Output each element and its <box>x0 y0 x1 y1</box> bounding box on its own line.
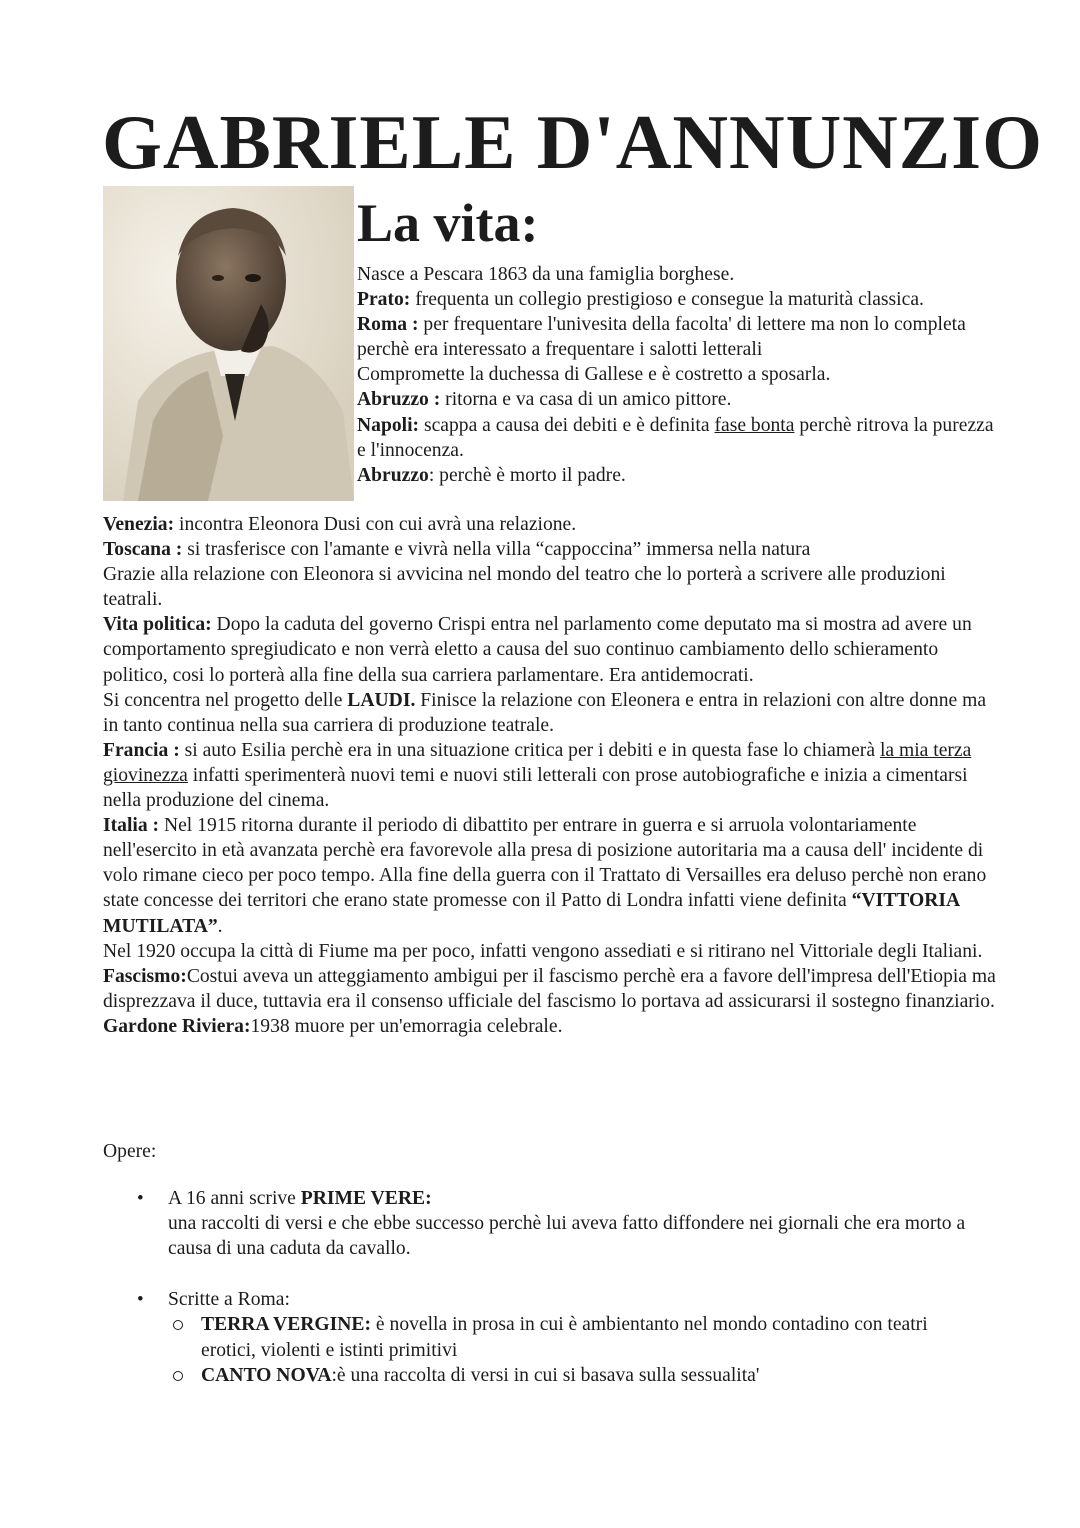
main-line: Fascismo:Costui aveva un atteggiamento ambigui per il fascismo perchè era a favore dell'impresa dell'Etiopia ma disprezzava il duce, tuttavia era il consenso ufficiale del fascismo lo portava ad assicurarsi il sostegno finanziario. <box>103 965 996 1012</box>
main-line: Francia : si auto Esilia perchè era in una situazione critica per i debiti e in questa fase lo chiamerà la mia terza giovinezza infatti sperimenterà nuovi temi e nuovi stili letterali con prose autobiografiche e inizia a cimentarsi nella produzione del cinema. <box>103 739 972 812</box>
intro-line: Compromette la duchessa di Gallese e è costretto a sposarla. <box>357 364 831 386</box>
main-line: Nel 1920 occupa la città di Fiume ma per poco, infatti vengono assediati e si ritirano nel Vittoriale degli Italiani. <box>103 940 983 962</box>
main-line: Si concentra nel progetto delle LAUDI. Finisce la relazione con Eleonera e entra in relazioni con altre donne ma in tanto continua nella sua carriera di produzione teatrale. <box>103 689 987 736</box>
intro-line: Roma : per frequentare l'univesita della facolta' di lettere ma non lo completa perchè era interessato a frequentare i salotti letterali <box>357 314 966 361</box>
sub-list <box>103 1312 983 1387</box>
main-paragraphs <box>103 512 1003 1039</box>
main-line: Vita politica: Dopo la caduta del governo Crispi entra nel parlamento come deputato ma si mostra ad avere un comportamento spregiudicato e non verrà eletto a causa del suo continuo cambiamento dello schieramento politico, cosi lo porterà alla fine della sua carriera parlamentare. Era antidemocrati. <box>103 614 972 686</box>
main-line: Toscana : si trasferisce con l'amante e vivrà nella villa “cappoccina” immersa nella natura <box>103 539 811 561</box>
page-title: GABRIELE D'ANNUNZIO <box>102 99 1044 185</box>
intro-line: Nasce a Pescara 1863 da una famiglia borghese. <box>357 264 735 285</box>
section-title: La vita: <box>357 193 539 253</box>
list-item: • Scritte a Roma: TERRA VERGINE: è novella in prosa in cui è ambientanto nel mondo contadino con teatri erotici, violenti e istinti primitivi CANTO NOVA:è una raccolta di versi in cui si basava sulla sessualita' <box>103 1287 983 1387</box>
intro-line: Napoli: scappa a causa dei debiti e è definita fase bonta perchè ritrova la purezza e l'innocenza. <box>357 414 994 461</box>
portrait-photo <box>103 186 354 501</box>
main-line: Venezia: incontra Eleonora Dusi con cui avrà una relazione. <box>103 514 577 535</box>
bullet-icon: • <box>137 1289 144 1311</box>
main-line: Italia : Nel 1915 ritorna durante il periodo di dibattito per entrare in guerra e si arruola volontariamente nell'esercito in età avanzata perchè era favorevole alla presa di posizione autoritaria ma a causa dell' incidente di volo rimane cieco per poco tempo. Alla fine della guerra con il Trattato di Versailles era deluso perchè non erano state concesse dei territori che erano state promesse con il Patto di Londra infatti viene definita “VITTORIA MUTILATA”. <box>103 815 987 937</box>
opere-label: Opere: <box>103 1141 157 1162</box>
intro-line: Prato: frequenta un collegio prestigioso e consegue la maturità classica. <box>357 289 924 311</box>
main-line: Grazie alla relazione con Eleonora si avvicina nel mondo del teatro che lo porterà a scrivere alle produzioni teatrali. <box>103 564 946 611</box>
opere-section <box>103 1139 983 1388</box>
bullet-icon: • <box>137 1188 144 1210</box>
sub-list-item: TERRA VERGINE: è novella in prosa in cui è ambientanto nel mondo contadino con teatri erotici, violenti e istinti primitivi <box>103 1312 983 1362</box>
intro-line: Abruzzo: perchè è morto il padre. <box>357 464 626 486</box>
main-line: Gardone Riviera:1938 muore per un'emorragia celebrale. <box>103 1015 563 1037</box>
circle-bullet-icon <box>173 1320 183 1330</box>
intro-line: Abruzzo : ritorna e va casa di un amico pittore. <box>357 389 732 411</box>
circle-bullet-icon <box>173 1371 183 1381</box>
intro-paragraphs <box>357 262 997 488</box>
list-item: • A 16 anni scrive PRIME VERE: una raccolti di versi e che ebbe successo perchè lui aveva fatto diffondere nei giornali che era morto a causa di una caduta da cavallo. <box>137 1188 966 1260</box>
sub-list-item: CANTO NOVA:è una raccolta di versi in cui si basava sulla sessualita' <box>103 1363 983 1388</box>
